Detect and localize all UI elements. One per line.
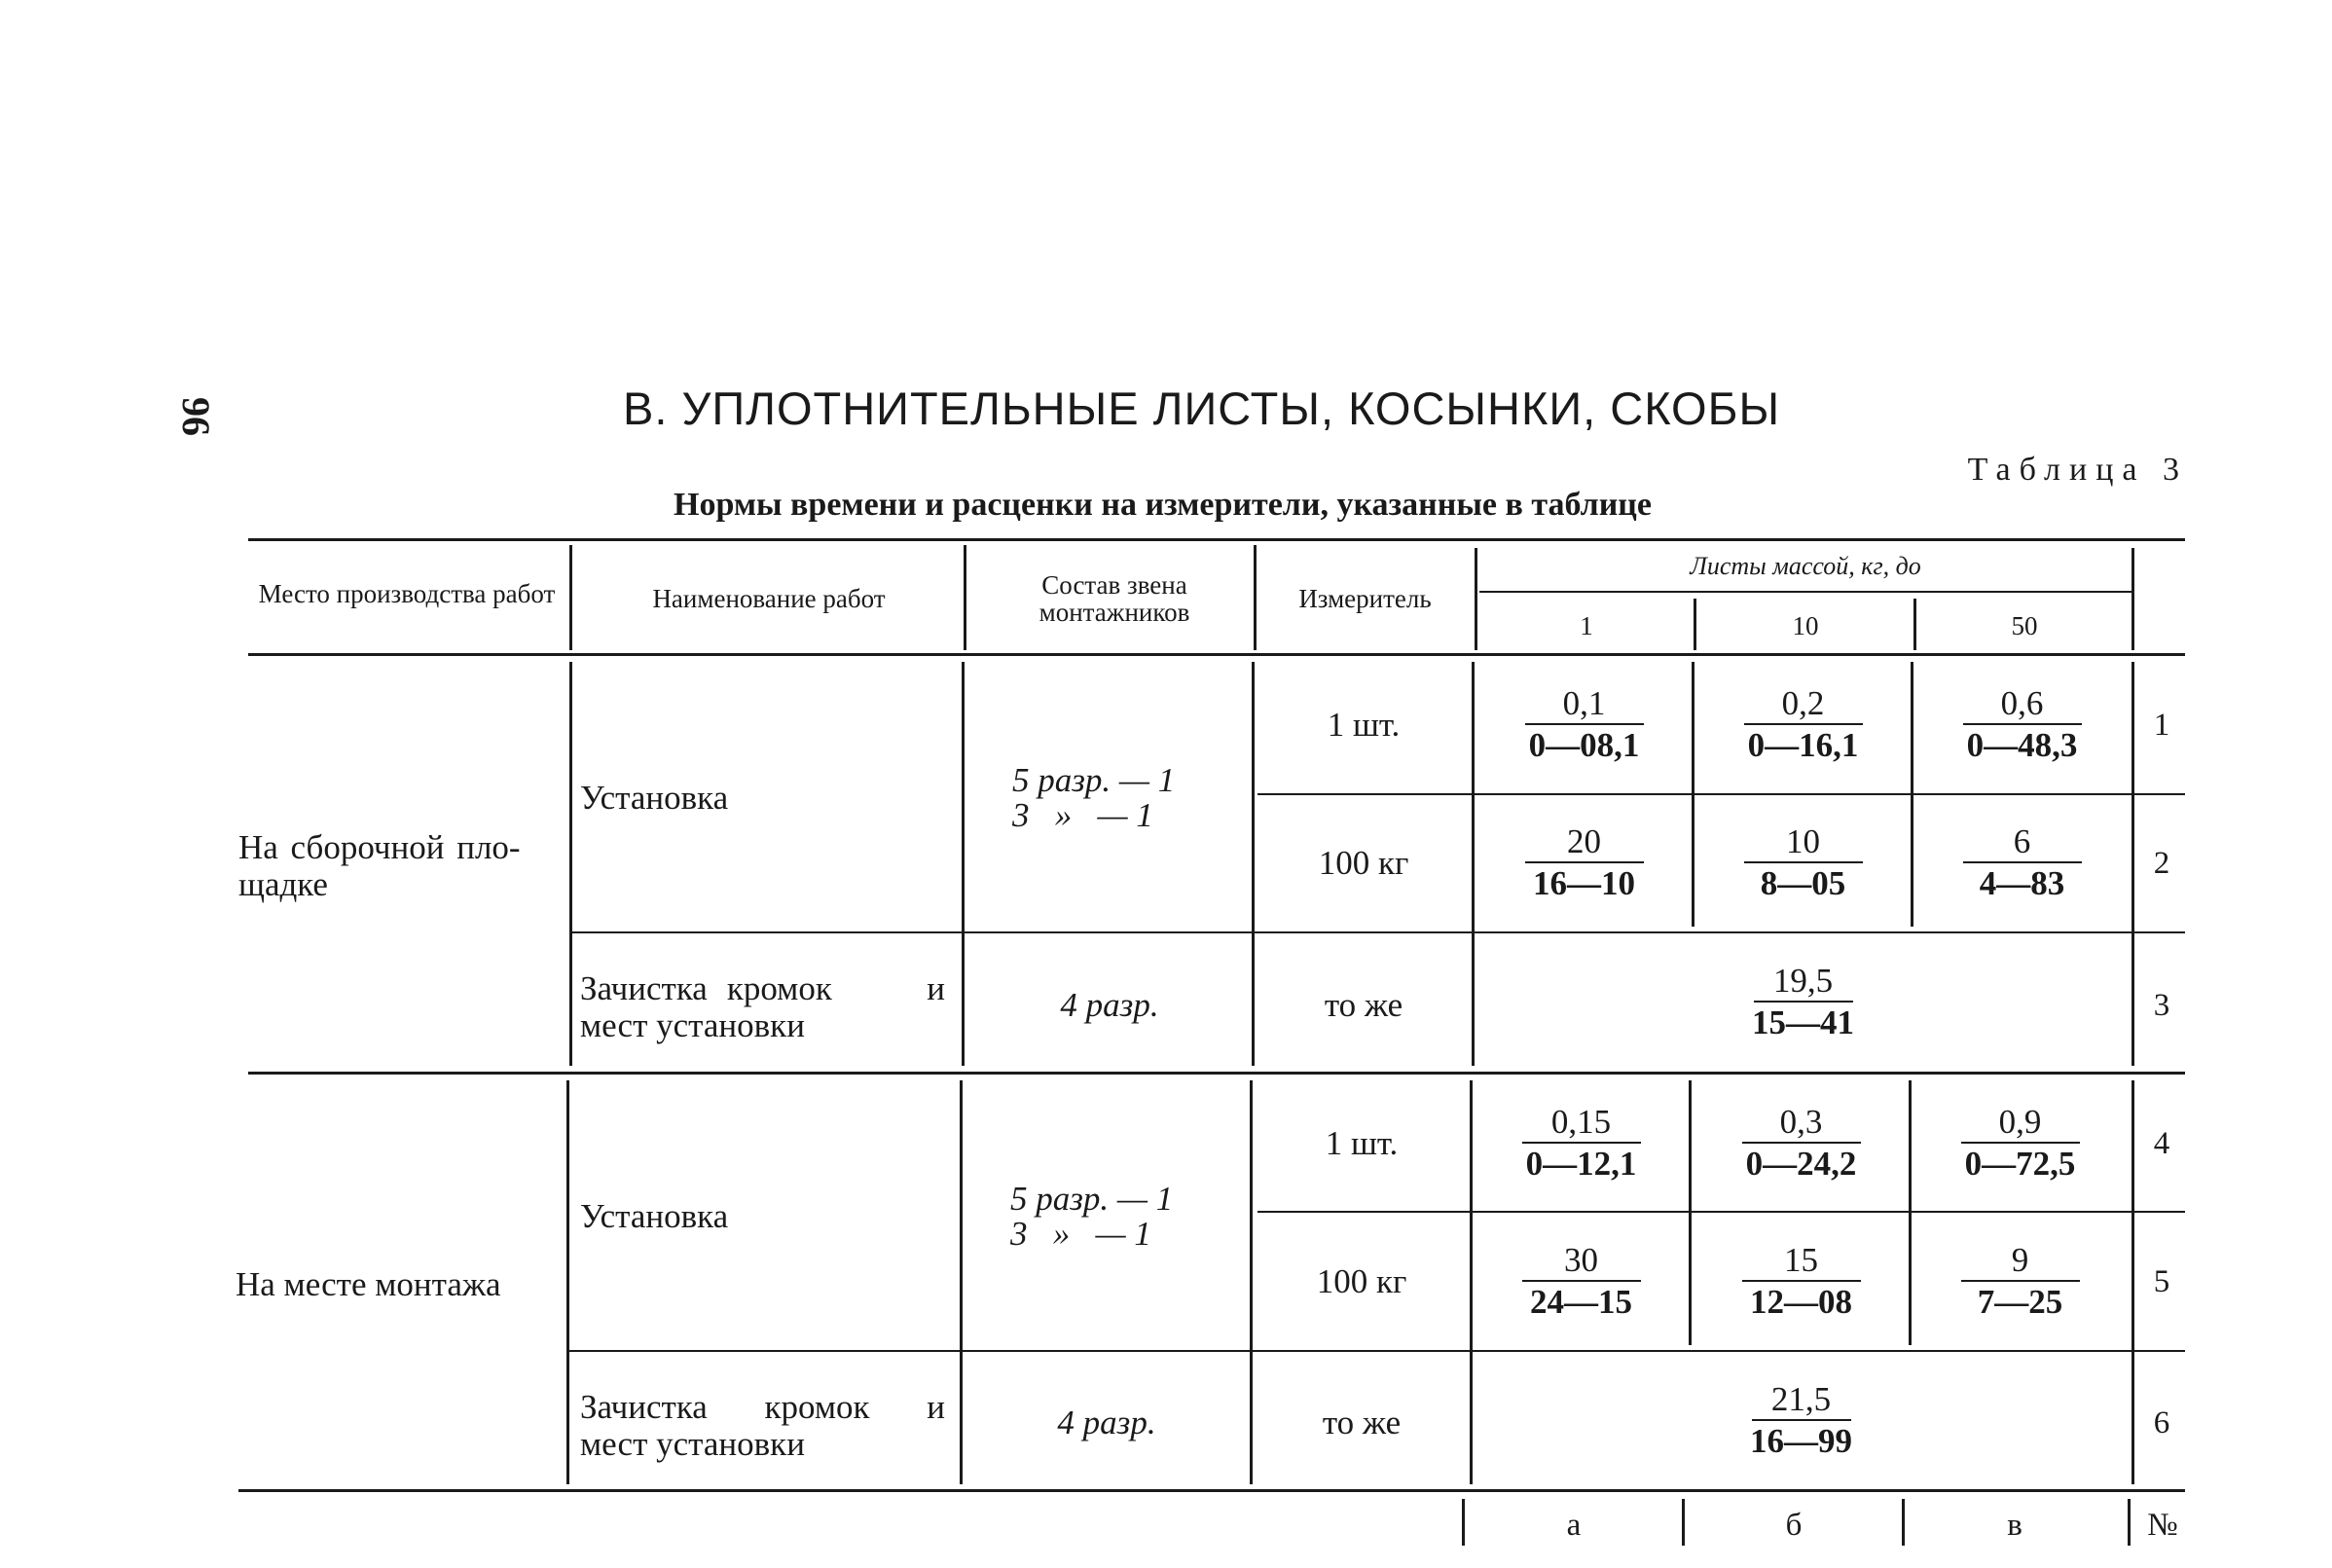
g1-vrule-2	[962, 662, 965, 1066]
row2-mass10-norm: 10	[1744, 822, 1863, 863]
row5-mass1-fraction	[1476, 1228, 1686, 1335]
row6-price: 16—99	[1750, 1422, 1852, 1460]
row5-mass1-price: 24—15	[1530, 1283, 1632, 1321]
group1-crew-line2: 3 » — 1	[1012, 796, 1153, 834]
group-divider-rule	[248, 1072, 2185, 1075]
table-bottom-rule	[238, 1489, 2185, 1492]
row2-mass1-price: 16—10	[1533, 864, 1635, 902]
table-caption: Нормы времени и расценки на измерители, указанные в таблице	[674, 487, 1652, 523]
row5-number: 5	[2153, 1263, 2170, 1299]
header-vrule-3	[1254, 545, 1257, 650]
row1-mass10-price: 0—16,1	[1747, 726, 1859, 764]
row2-mass10-fraction	[1698, 810, 1908, 917]
row6-norm: 21,5	[1752, 1380, 1851, 1421]
row1-mass1-fraction	[1479, 672, 1689, 779]
group1-install-crew	[973, 754, 1246, 842]
row2-mass50-norm: 6	[1963, 822, 2082, 863]
row6-name-word3: и	[927, 1388, 945, 1426]
footer-col-number: №	[2147, 1508, 2178, 1543]
row3-name-word1: Зачистка	[580, 969, 708, 1007]
row5-mass10-fraction	[1696, 1228, 1906, 1335]
g2-vrule-6	[1909, 1080, 1912, 1345]
row3-work-name	[580, 968, 945, 1046]
group1-install-name: Установка	[580, 779, 729, 817]
row4-row5-rule	[1257, 1211, 2185, 1213]
group2-crew-line2: 3 » — 1	[1010, 1215, 1151, 1253]
row1-unit: 1 шт.	[1327, 706, 1401, 744]
header-mass-10: 10	[1792, 611, 1819, 640]
header-mass-1: 1	[1580, 611, 1593, 640]
row6-name-line1	[580, 1389, 945, 1426]
row5-mass50-price: 7—25	[1977, 1283, 2063, 1321]
row2-number: 2	[2153, 845, 2170, 881]
row4-mass50-fraction	[1915, 1090, 2125, 1197]
g2-vrule-7	[2132, 1080, 2134, 1484]
row3-name-line1	[580, 970, 945, 1007]
row2-mass50-price: 4—83	[1979, 864, 2065, 902]
row5-mass50-fraction	[1915, 1228, 2125, 1335]
row3-name-word2: кромок	[726, 969, 832, 1007]
row6-number: 6	[2153, 1404, 2170, 1440]
row6-unit: то же	[1322, 1404, 1402, 1441]
g1-vrule-7	[2132, 662, 2134, 1066]
header-vrule-7	[2132, 548, 2134, 650]
row3-number: 3	[2153, 987, 2170, 1023]
g2-vrule-3	[1250, 1080, 1253, 1484]
table-top-rule	[248, 538, 2185, 541]
g2-vrule-2	[960, 1080, 963, 1484]
row2-mass50-fraction	[1917, 810, 2127, 917]
row4-mass10-price: 0—24,2	[1745, 1145, 1857, 1183]
row6-name-line2: мест установки	[580, 1425, 805, 1463]
group1-crew-line1: 5 разр. — 1	[1012, 761, 1176, 799]
row1-mass50-norm: 0,6	[1963, 684, 2082, 725]
row4-unit: 1 шт.	[1325, 1124, 1399, 1162]
row1-mass50-price: 0—48,3	[1966, 726, 2078, 764]
g2-vrule-4	[1470, 1080, 1473, 1484]
row4-mass1-price: 0—12,1	[1525, 1145, 1637, 1183]
row5-row6-rule	[569, 1350, 2185, 1352]
header-mass-group: Листы массой, кг, до	[1690, 552, 1921, 580]
footer-vrule-1	[1462, 1499, 1465, 1546]
row1-number: 1	[2153, 707, 2170, 743]
row5-mass10-price: 12—08	[1750, 1283, 1852, 1321]
section-title: В. УПЛОТНИТЕЛЬНЫЕ ЛИСТЫ, КОСЫНКИ, СКОБЫ	[623, 383, 1781, 434]
g2-vrule-1	[566, 1080, 569, 1484]
group2-install-crew	[971, 1173, 1244, 1260]
row1-mass50-fraction	[1917, 672, 2127, 779]
group2-crew-line1: 5 разр. — 1	[1010, 1180, 1174, 1218]
header-vrule-5	[1694, 599, 1696, 650]
header-bottom-rule	[248, 653, 2185, 656]
row4-number: 4	[2153, 1125, 2170, 1161]
row1-mass10-norm: 0,2	[1744, 684, 1863, 725]
row2-unit: 100 кг	[1318, 844, 1409, 882]
g2-vrule-5	[1689, 1080, 1692, 1345]
header-vrule-6	[1913, 599, 1916, 650]
row2-mass1-fraction	[1479, 810, 1689, 917]
table-label: Таблица 3	[1967, 452, 2188, 488]
row1-row2-rule	[1257, 793, 2185, 795]
row4-mass1-norm: 0,15	[1522, 1103, 1641, 1144]
row1-mass10-fraction	[1698, 672, 1908, 779]
row4-mass10-norm: 0,3	[1742, 1103, 1861, 1144]
header-unit: Измеритель	[1298, 584, 1432, 613]
header-place: Место производства работ	[258, 579, 556, 608]
row4-mass10-fraction	[1696, 1090, 1906, 1197]
footer-vrule-2	[1682, 1499, 1685, 1546]
g1-vrule-6	[1911, 662, 1913, 927]
row4-mass50-norm: 0,9	[1961, 1103, 2080, 1144]
row3-name-word3: и	[927, 969, 945, 1007]
row5-unit: 100 кг	[1316, 1262, 1407, 1300]
row3-value-fraction	[1698, 949, 1908, 1056]
group2-install-name: Установка	[580, 1197, 729, 1235]
row2-row3-rule	[572, 931, 2185, 933]
group1-place: На сборочной пло- щадке	[238, 828, 521, 903]
group2-place: На месте монтажа	[236, 1265, 501, 1303]
row5-mass1-norm: 30	[1522, 1241, 1641, 1282]
footer-vrule-4	[2128, 1499, 2131, 1546]
row3-unit: то же	[1324, 986, 1403, 1024]
page-number: 96	[174, 397, 218, 436]
row3-norm: 19,5	[1754, 962, 1853, 1003]
row6-value-fraction	[1696, 1367, 1906, 1475]
g1-vrule-4	[1472, 662, 1475, 1066]
row2-mass1-norm: 20	[1525, 822, 1644, 863]
mass-group-rule	[1479, 591, 2132, 593]
row3-name-line2: мест установки	[580, 1006, 805, 1044]
footer-col-b: б	[1785, 1508, 1803, 1543]
row4-mass50-price: 0—72,5	[1964, 1145, 2076, 1183]
row1-mass1-norm: 0,1	[1525, 684, 1644, 725]
row3-price: 15—41	[1752, 1003, 1854, 1041]
row6-work-name	[580, 1387, 945, 1465]
g1-vrule-3	[1252, 662, 1255, 1066]
row5-mass10-norm: 15	[1742, 1241, 1861, 1282]
header-crew: Состав звена монтажников	[1038, 570, 1190, 627]
row6-name-word1: Зачистка	[580, 1388, 708, 1426]
g1-vrule-1	[569, 662, 572, 1066]
row2-mass10-price: 8—05	[1760, 864, 1846, 902]
row3-crew: 4 разр.	[1060, 986, 1159, 1024]
header-vrule-2	[964, 545, 966, 650]
header-mass-50: 50	[2011, 611, 2038, 640]
header-work-name: Наименование работ	[652, 584, 886, 613]
footer-col-a: а	[1566, 1508, 1582, 1543]
footer-vrule-3	[1902, 1499, 1905, 1546]
row6-crew: 4 разр.	[1057, 1404, 1156, 1441]
row4-mass1-fraction	[1476, 1090, 1686, 1197]
footer-col-c: в	[2007, 1508, 2022, 1543]
row5-mass50-norm: 9	[1961, 1241, 2080, 1282]
row1-mass1-price: 0—08,1	[1528, 726, 1640, 764]
row6-name-word2: кромок	[764, 1388, 870, 1426]
header-vrule-4	[1475, 548, 1477, 650]
header-vrule-1	[569, 545, 572, 650]
g1-vrule-5	[1692, 662, 1694, 927]
